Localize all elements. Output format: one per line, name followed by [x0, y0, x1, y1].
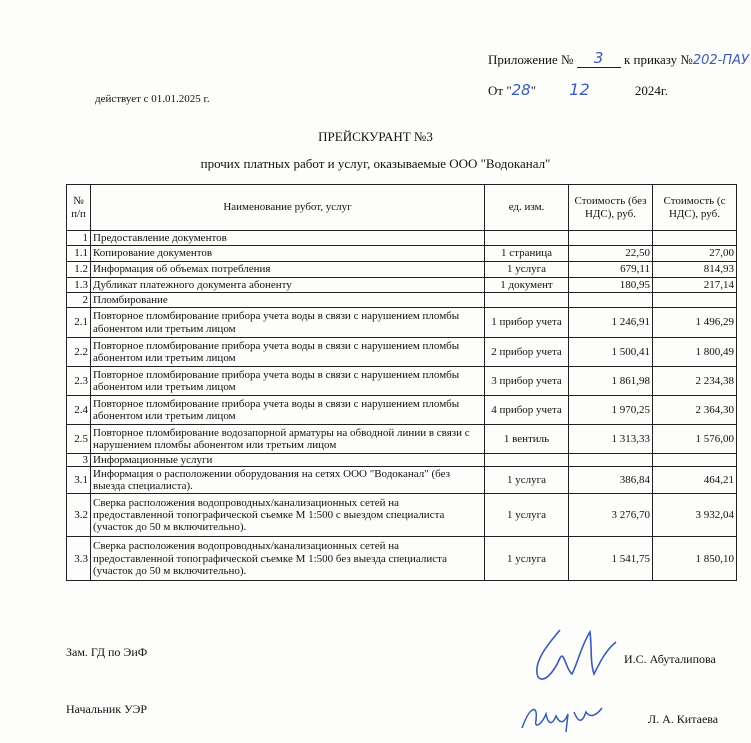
- row-cost-incl-vat: 2 234,38: [653, 367, 737, 396]
- row-name: Сверка расположения водопроводных/канализационных сетей на предоставленной топографической съемке М 1:500 без выезда специалиста (участок до 50 м включительно).: [91, 537, 485, 581]
- row-unit: 1 услуга: [485, 537, 569, 581]
- table-row: [67, 278, 737, 293]
- row-number: 3.1: [67, 467, 91, 494]
- row-number: 1.1: [67, 246, 91, 262]
- row-cost-incl-vat: 1 800,49: [653, 338, 737, 367]
- row-number: 1.3: [67, 278, 91, 293]
- row-number: 3.3: [67, 537, 91, 581]
- row-cost-excl-vat: [569, 454, 653, 467]
- second-signature-graphic: [516, 698, 606, 738]
- row-unit: 1 вентиль: [485, 425, 569, 454]
- first-signatory-position: Зам. ГД по ЭиФ: [66, 645, 148, 659]
- row-number: 2.5: [67, 425, 91, 454]
- row-name: Повторное пломбирование прибора учета воды в связи с нарушением пломбы абонентом или третьим лицом: [91, 367, 485, 396]
- row-number: 2: [67, 293, 91, 308]
- row-unit: 2 прибор учета: [485, 338, 569, 367]
- table-row: [67, 367, 737, 396]
- date-quote: ": [530, 83, 537, 98]
- table-row: [67, 308, 737, 338]
- appendix-number: 3: [577, 49, 621, 68]
- row-number: 1: [67, 231, 91, 246]
- order-prefix: к приказу №: [623, 52, 693, 67]
- header-cost-incl-vat: Стоимость (с НДС), руб.: [653, 185, 737, 231]
- section-row: [67, 293, 737, 308]
- price-table: [66, 184, 737, 581]
- table-row: [67, 425, 737, 454]
- row-cost-incl-vat: 217,14: [653, 278, 737, 293]
- table-row: [67, 246, 737, 262]
- row-cost-excl-vat: 3 276,70: [569, 494, 653, 537]
- row-name: Повторное пломбирование прибора учета воды в связи с нарушением пломбы абонентом или третьим лицом: [91, 396, 485, 425]
- row-cost-incl-vat: 1 496,29: [653, 308, 737, 338]
- table-row: [67, 467, 737, 494]
- second-signatory-name: Л. А. Китаева: [648, 712, 719, 726]
- row-cost-excl-vat: 386,84: [569, 467, 653, 494]
- header-name: Наименование рубот, услуг: [91, 185, 485, 231]
- row-cost-incl-vat: [653, 293, 737, 308]
- appendix-line: [488, 49, 749, 68]
- document-title: ПРЕЙСКУРАНТ №3: [318, 129, 433, 144]
- row-name: Повторное пломбирование прибора учета воды в связи с нарушением пломбы абонентом или третьим лицом: [91, 338, 485, 367]
- table-row: [67, 494, 737, 537]
- row-number: 2.3: [67, 367, 91, 396]
- table-header-row: [67, 185, 737, 231]
- first-signatory-name: И.С. Абуталипова: [624, 652, 716, 666]
- row-unit: 1 прибор учета: [485, 308, 569, 338]
- table-row: [67, 338, 737, 367]
- table-row: [67, 262, 737, 278]
- header-unit: ед. изм.: [485, 185, 569, 231]
- row-cost-incl-vat: [653, 231, 737, 246]
- row-cost-incl-vat: 464,21: [653, 467, 737, 494]
- order-month: 12: [569, 80, 590, 99]
- row-number: 3.2: [67, 494, 91, 537]
- row-unit: 4 прибор учета: [485, 396, 569, 425]
- row-name: Информационные услуги: [91, 454, 485, 467]
- row-cost-excl-vat: 1 246,91: [569, 308, 653, 338]
- row-cost-incl-vat: 1 576,00: [653, 425, 737, 454]
- row-unit: 1 документ: [485, 278, 569, 293]
- header-num: № п/п: [67, 185, 91, 231]
- row-unit: 3 прибор учета: [485, 367, 569, 396]
- table-row: [67, 396, 737, 425]
- row-name: Повторное пломбирование прибора учета воды в связи с нарушением пломбы абонентом или третьим лицом: [91, 308, 485, 338]
- row-cost-excl-vat: 1 500,41: [569, 338, 653, 367]
- section-row: [67, 454, 737, 467]
- row-name: Информация о расположении оборудования на сетях ООО "Водоканал" (без выезда специалиста).: [91, 467, 485, 494]
- order-day: 28: [511, 81, 531, 99]
- row-number: 3: [67, 454, 91, 467]
- row-cost-incl-vat: [653, 454, 737, 467]
- effective-date: действует с 01.01.2025 г.: [95, 93, 210, 105]
- row-number: 2.1: [67, 308, 91, 338]
- table-row: [67, 537, 737, 581]
- row-cost-excl-vat: 679,11: [569, 262, 653, 278]
- row-name: Информация об объемах потребления: [91, 262, 485, 278]
- row-number: 1.2: [67, 262, 91, 278]
- section-row: [67, 231, 737, 246]
- row-cost-excl-vat: 1 541,75: [569, 537, 653, 581]
- row-cost-incl-vat: 27,00: [653, 246, 737, 262]
- row-cost-excl-vat: 22,50: [569, 246, 653, 262]
- order-number: 202-ПАУ: [692, 53, 749, 68]
- row-cost-excl-vat: [569, 231, 653, 246]
- row-unit: [485, 231, 569, 246]
- date-prefix: От ": [488, 83, 512, 98]
- row-cost-incl-vat: 2 364,30: [653, 396, 737, 425]
- row-unit: 1 услуга: [485, 494, 569, 537]
- row-cost-excl-vat: 1 313,33: [569, 425, 653, 454]
- order-year: 2024г.: [634, 83, 669, 98]
- row-cost-excl-vat: 180,95: [569, 278, 653, 293]
- row-unit: 1 услуга: [485, 467, 569, 494]
- row-unit: [485, 454, 569, 467]
- row-unit: 1 страница: [485, 246, 569, 262]
- row-name: Копирование документов: [91, 246, 485, 262]
- header-cost-excl-vat: Стоимость (без НДС), руб.: [569, 185, 653, 231]
- row-cost-excl-vat: [569, 293, 653, 308]
- row-number: 2.2: [67, 338, 91, 367]
- row-name: Пломбирование: [91, 293, 485, 308]
- second-signatory-position: Начальник УЭР: [66, 702, 148, 716]
- row-name: Сверка расположения водопроводных/канализационных сетей на предоставленной топографической съемке М 1:500 с выездом специалиста (участок до 50 м включительно).: [91, 494, 485, 537]
- table-body: [67, 231, 737, 581]
- order-date-line: [488, 80, 668, 99]
- row-cost-incl-vat: 3 932,04: [653, 494, 737, 537]
- row-cost-excl-vat: 1 970,25: [569, 396, 653, 425]
- document-subtitle: прочих платных работ и услуг, оказываемые ООО "Водоканал": [200, 156, 551, 171]
- row-number: 2.4: [67, 396, 91, 425]
- row-unit: [485, 293, 569, 308]
- row-cost-incl-vat: 1 850,10: [653, 537, 737, 581]
- row-cost-excl-vat: 1 861,98: [569, 367, 653, 396]
- appendix-prefix: Приложение №: [488, 52, 574, 67]
- first-signature-graphic: [520, 622, 620, 684]
- row-name: Дубликат платежного документа абоненту: [91, 278, 485, 293]
- row-name: Повторное пломбирование водозапорной арматуры на обводной линии в связи с нарушением пломбы абонентом или третьим лицом: [91, 425, 485, 454]
- row-name: Предоставление документов: [91, 231, 485, 246]
- row-unit: 1 услуга: [485, 262, 569, 278]
- row-cost-incl-vat: 814,93: [653, 262, 737, 278]
